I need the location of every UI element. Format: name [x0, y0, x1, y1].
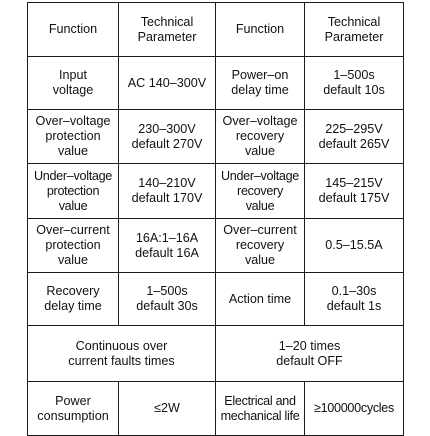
header-technical-parameter: Technical Parameter — [305, 3, 404, 57]
function-cell: Under–voltage protection value — [28, 164, 119, 219]
parameter-cell: ≤2W — [119, 382, 216, 436]
parameter-cell: 0.1–30s default 1s — [305, 273, 404, 326]
function-cell: Continuous over current faults times — [28, 326, 216, 382]
parameter-cell: 145–215V default 175V — [305, 164, 404, 219]
function-cell: Over–current recovery value — [216, 219, 305, 273]
function-cell: Power–on delay time — [216, 57, 305, 110]
table-row — [28, 57, 404, 110]
parameter-cell: 230–300V default 270V — [119, 110, 216, 164]
function-cell: Input voltage — [28, 57, 119, 110]
parameter-cell: 1–500s default 30s — [119, 273, 216, 326]
function-cell: Over–current protection value — [28, 219, 119, 273]
parameter-cell: 0.5–15.5A — [305, 219, 404, 273]
header-technical-parameter: Technical Parameter — [119, 3, 216, 57]
function-cell: Over–voltage protection value — [28, 110, 119, 164]
parameter-cell: 225–295V default 265V — [305, 110, 404, 164]
function-cell: Power consumption — [28, 382, 119, 436]
function-cell: Under–voltage recovery value — [216, 164, 305, 219]
header-function: Function — [28, 3, 119, 57]
function-cell: Electrical and mechanical life — [216, 382, 305, 436]
parameter-cell: AC 140–300V — [119, 57, 216, 110]
table-row — [28, 326, 404, 382]
parameter-cell: ≥100000cycles — [305, 382, 404, 436]
technical-parameter-table — [27, 2, 404, 436]
table-row — [28, 110, 404, 164]
function-cell: Action time — [216, 273, 305, 326]
table-header-row — [28, 3, 404, 57]
header-function: Function — [216, 3, 305, 57]
table-row — [28, 219, 404, 273]
parameter-cell: 1–20 times default OFF — [216, 326, 404, 382]
table-row — [28, 382, 404, 436]
function-cell: Over–voltage recovery value — [216, 110, 305, 164]
table-row — [28, 164, 404, 219]
parameter-cell: 140–210V default 170V — [119, 164, 216, 219]
function-cell: Recovery delay time — [28, 273, 119, 326]
parameter-cell: 1–500s default 10s — [305, 57, 404, 110]
parameter-cell: 16A:1–16A default 16A — [119, 219, 216, 273]
table-row — [28, 273, 404, 326]
